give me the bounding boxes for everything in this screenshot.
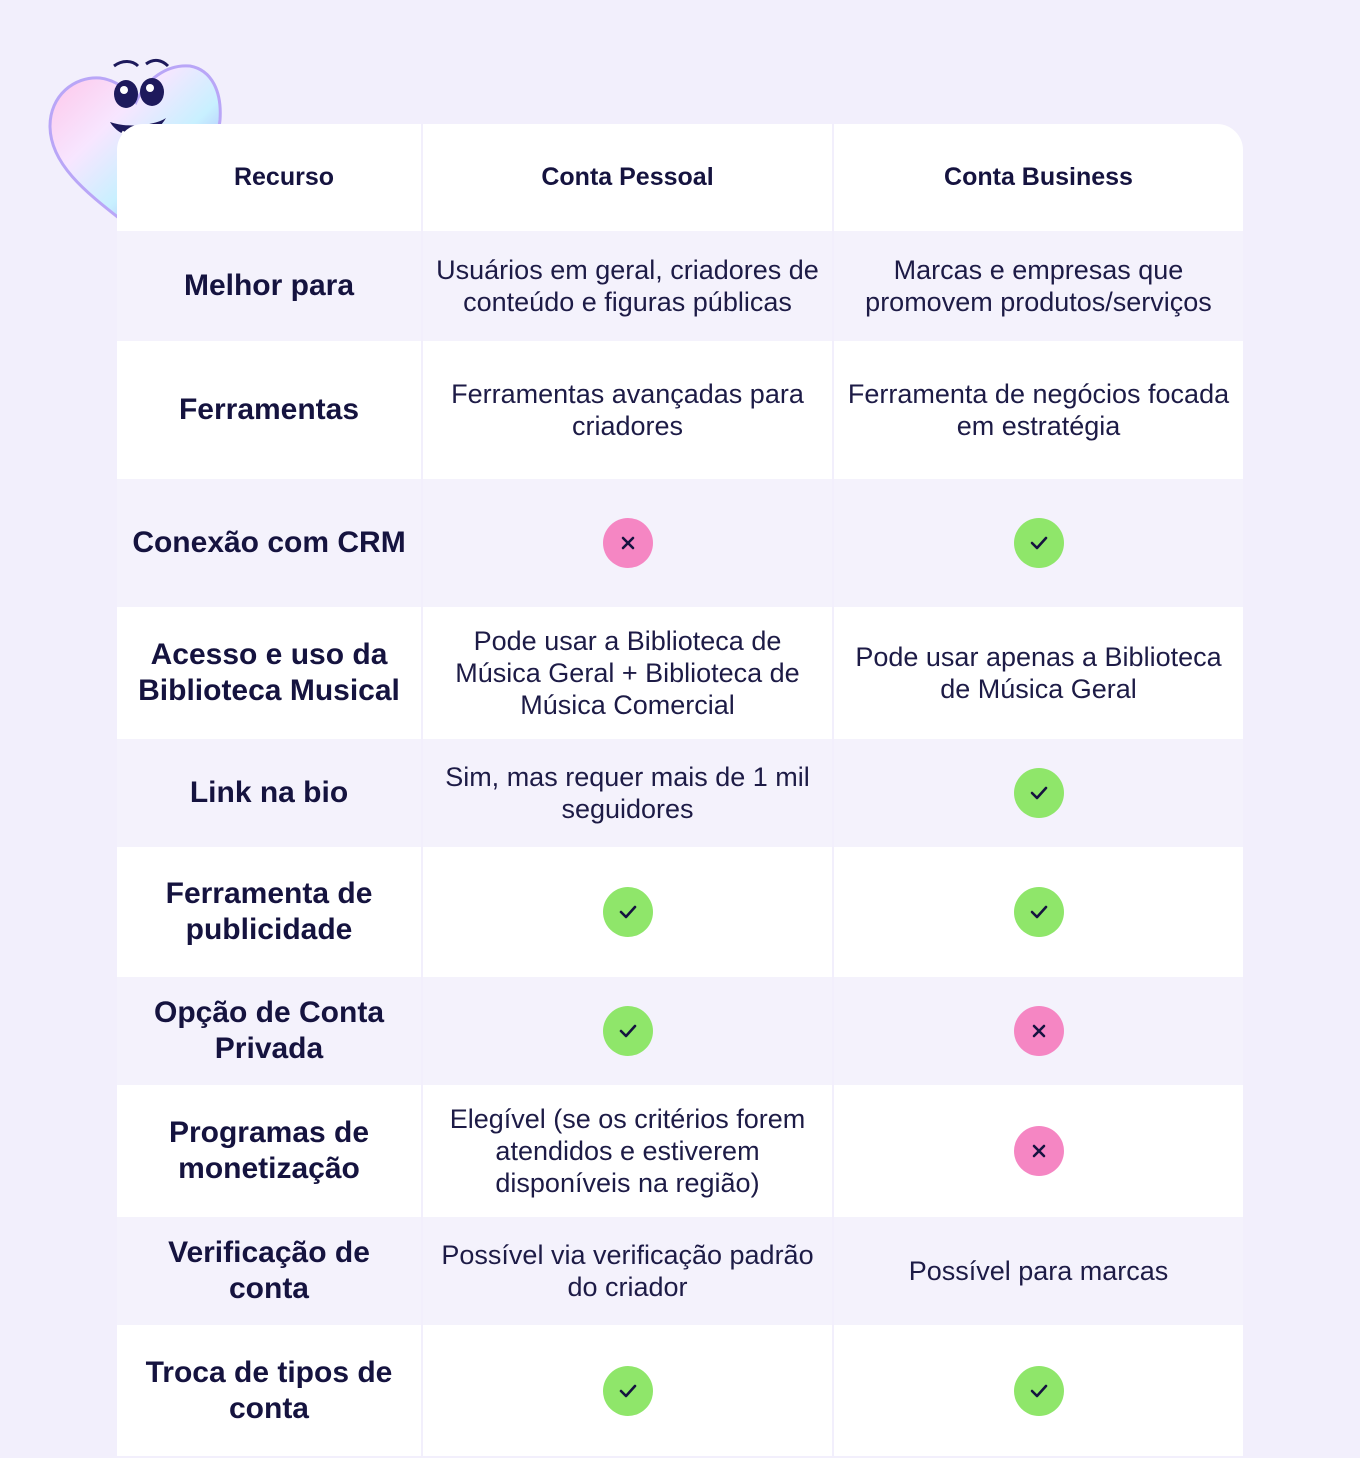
check-icon bbox=[603, 1366, 653, 1416]
business-value: Pode usar apenas a Biblioteca de Música Geral bbox=[834, 607, 1243, 739]
feature-label: Link na bio bbox=[117, 739, 421, 847]
header-feature: Recurso bbox=[117, 124, 421, 231]
business-value: Possível para marcas bbox=[834, 1217, 1243, 1325]
personal-value: Pode usar a Biblioteca de Música Geral + Biblioteca de Música Comercial bbox=[423, 607, 832, 739]
cross-icon bbox=[1014, 1006, 1064, 1056]
business-cell bbox=[834, 479, 1243, 607]
header-business: Conta Business bbox=[834, 124, 1243, 231]
feature-label: Verificação de conta bbox=[117, 1217, 421, 1325]
feature-label: Ferramentas bbox=[117, 341, 421, 479]
check-icon bbox=[603, 1006, 653, 1056]
comparison-table bbox=[117, 124, 1243, 1456]
personal-value: Usuários em geral, criadores de conteúdo e figuras públicas bbox=[423, 231, 832, 341]
feature-label: Ferramenta de publicidade bbox=[117, 847, 421, 977]
check-icon bbox=[603, 887, 653, 937]
business-cell bbox=[834, 1325, 1243, 1456]
table-row bbox=[117, 1325, 1243, 1456]
personal-cell bbox=[423, 977, 832, 1085]
cross-icon bbox=[603, 518, 653, 568]
cross-icon bbox=[1014, 1126, 1064, 1176]
check-icon bbox=[1014, 768, 1064, 818]
feature-label: Programas de monetização bbox=[117, 1085, 421, 1217]
table-row bbox=[117, 847, 1243, 977]
check-icon bbox=[1014, 518, 1064, 568]
table-row bbox=[117, 341, 1243, 479]
business-value: Marcas e empresas que promovem produtos/serviços bbox=[834, 231, 1243, 341]
personal-value: Possível via verificação padrão do criador bbox=[423, 1217, 832, 1325]
table-row bbox=[117, 1217, 1243, 1325]
personal-cell bbox=[423, 1325, 832, 1456]
feature-label: Conexão com CRM bbox=[117, 479, 421, 607]
check-icon bbox=[1014, 1366, 1064, 1416]
business-cell bbox=[834, 739, 1243, 847]
header-personal: Conta Pessoal bbox=[423, 124, 832, 231]
feature-label: Melhor para bbox=[117, 231, 421, 341]
table-row bbox=[117, 231, 1243, 341]
personal-value: Sim, mas requer mais de 1 mil seguidores bbox=[423, 739, 832, 847]
business-cell bbox=[834, 847, 1243, 977]
table-header-row bbox=[117, 124, 1243, 231]
business-cell bbox=[834, 1085, 1243, 1217]
business-value: Ferramenta de negócios focada em estratégia bbox=[834, 341, 1243, 479]
personal-cell bbox=[423, 479, 832, 607]
personal-value: Elegível (se os critérios forem atendidos e estiverem disponíveis na região) bbox=[423, 1085, 832, 1217]
table-row bbox=[117, 607, 1243, 739]
check-icon bbox=[1014, 887, 1064, 937]
table-row bbox=[117, 977, 1243, 1085]
feature-label: Acesso e uso da Biblioteca Musical bbox=[117, 607, 421, 739]
personal-cell bbox=[423, 847, 832, 977]
table-row bbox=[117, 739, 1243, 847]
business-cell bbox=[834, 977, 1243, 1085]
table-row bbox=[117, 479, 1243, 607]
table-row bbox=[117, 1085, 1243, 1217]
feature-label: Opção de Conta Privada bbox=[117, 977, 421, 1085]
personal-value: Ferramentas avançadas para criadores bbox=[423, 341, 832, 479]
feature-label: Troca de tipos de conta bbox=[117, 1325, 421, 1456]
